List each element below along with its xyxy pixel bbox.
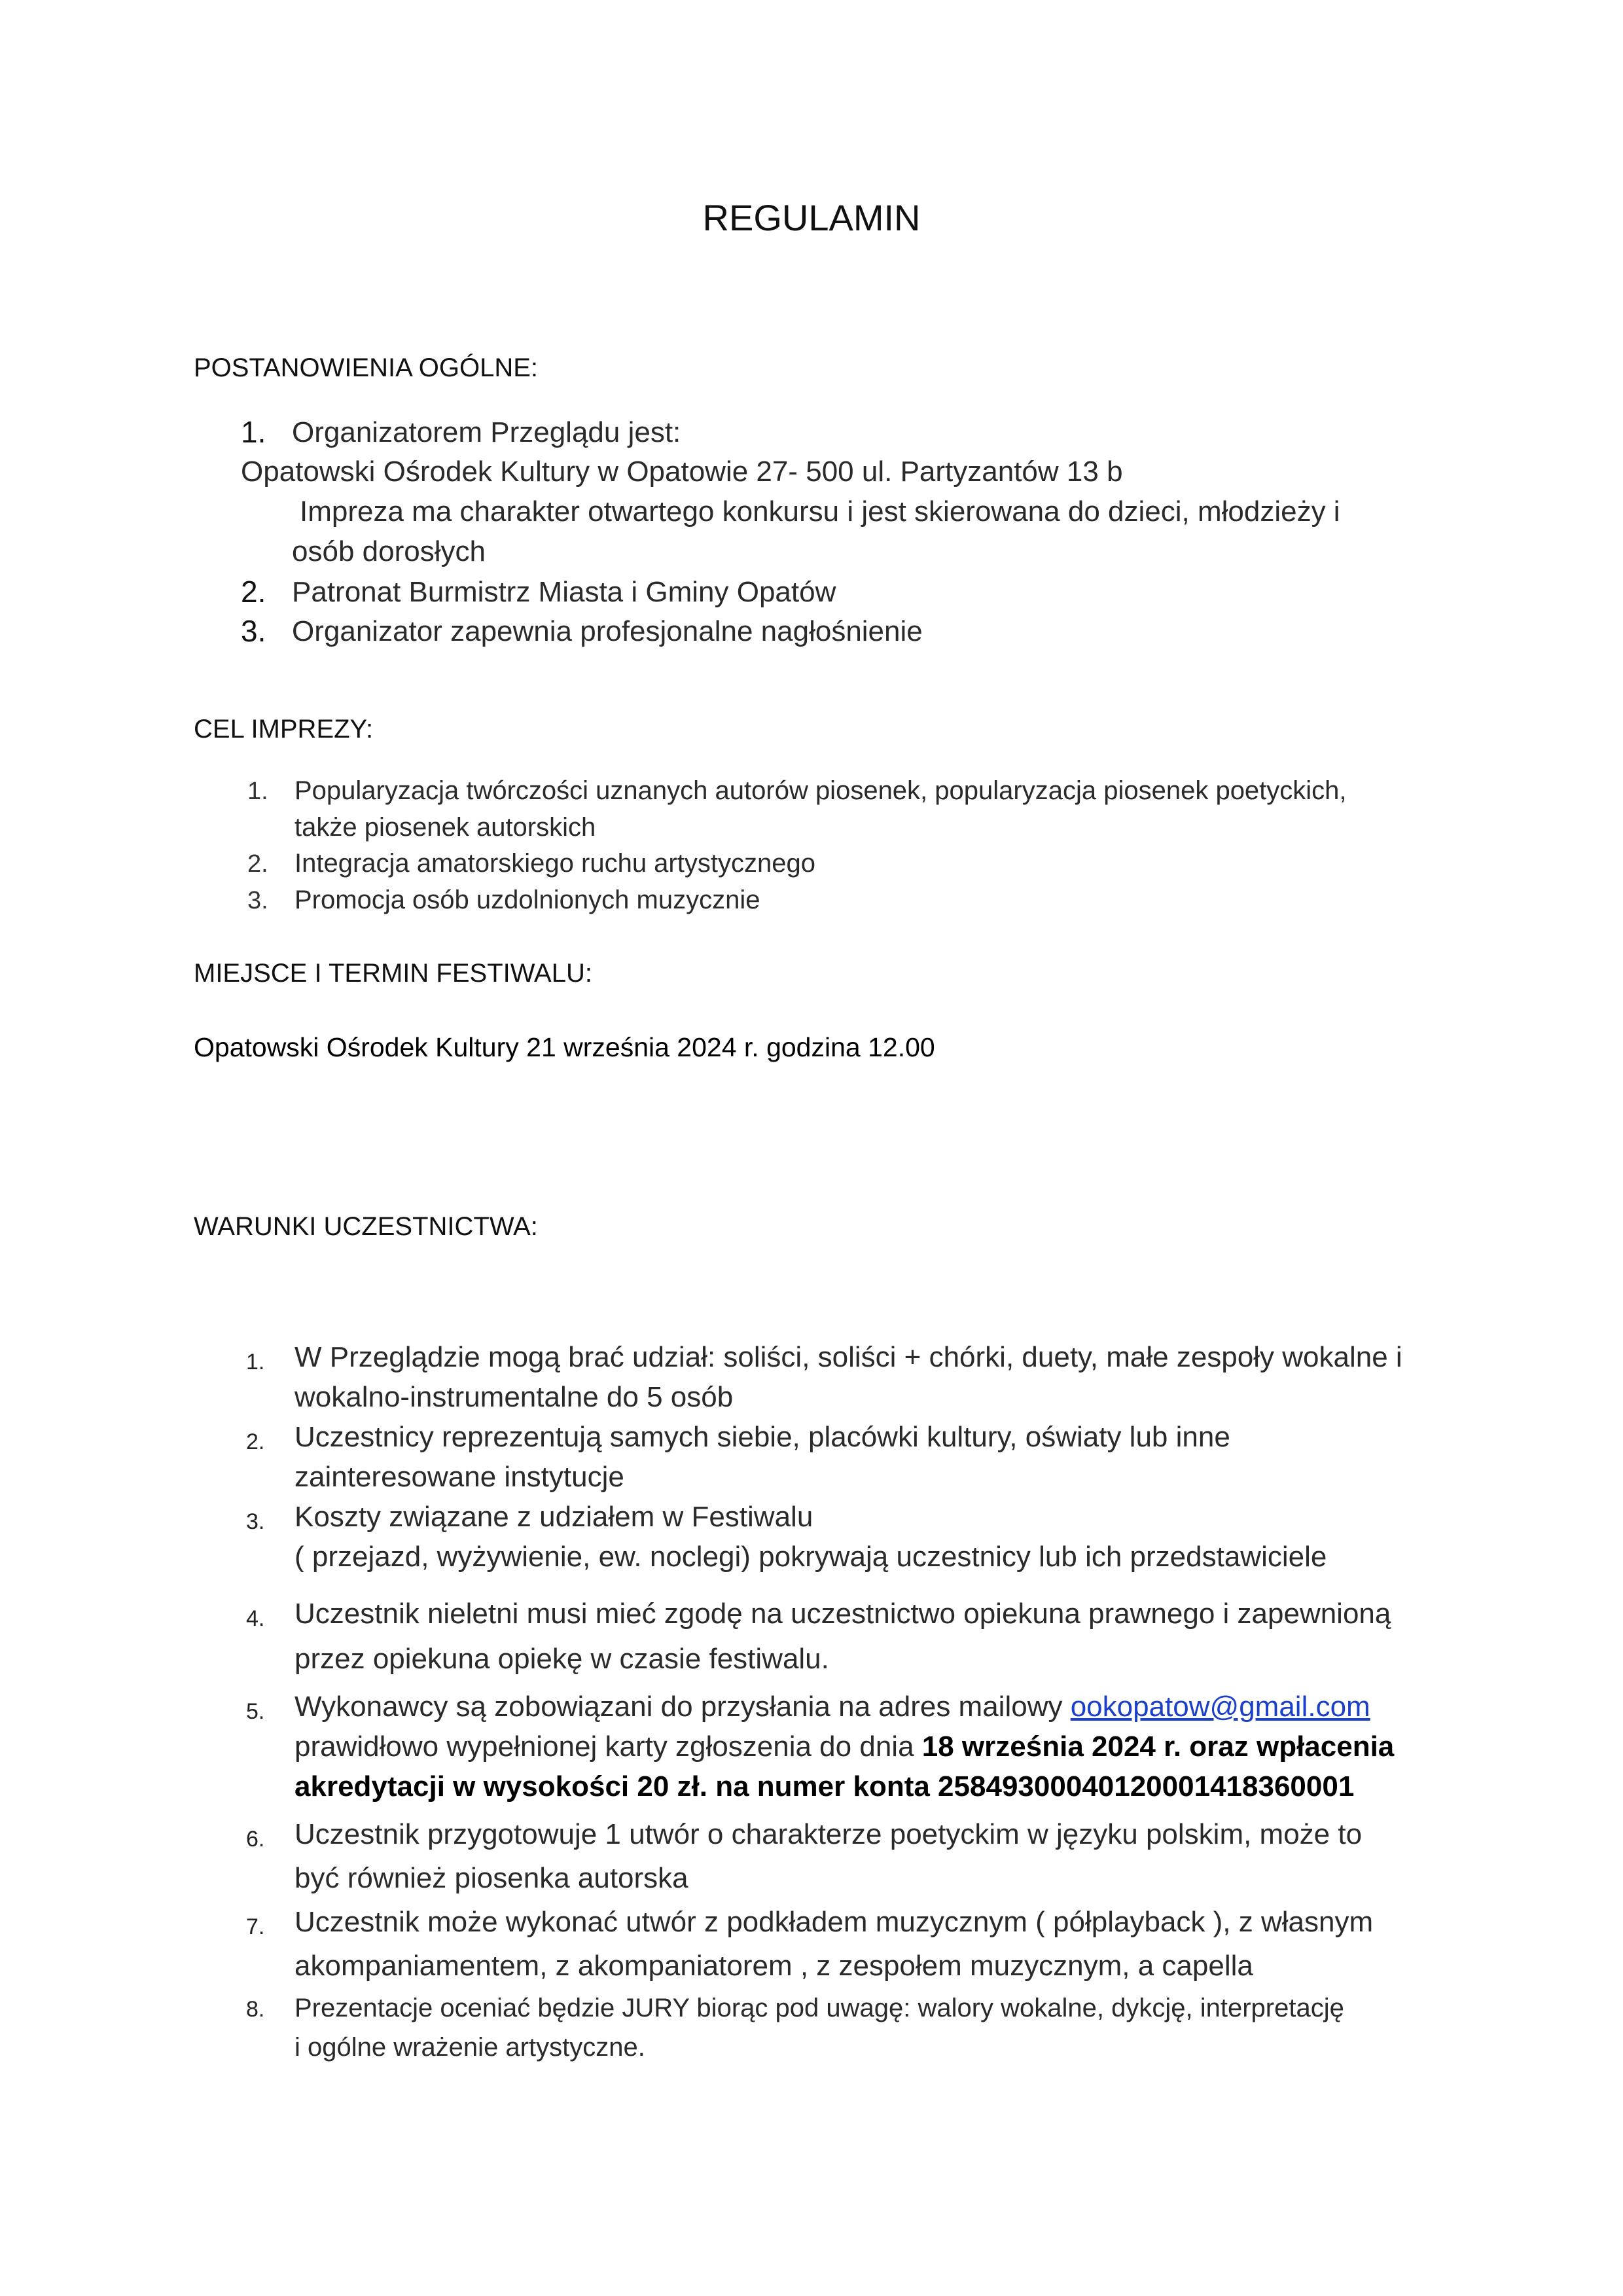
list-item-text: Uczestnik może wykonać utwór z podkładem muzycznym ( półplayback ), z własnym	[294, 1906, 1374, 1938]
organizer-address: Opatowski Ośrodek Kultury w Opatowie 27- 500 ul. Partyzantów 13 b	[241, 456, 1123, 488]
list-item-text: Prezentacje oceniać będzie JURY biorąc pod uwagę: walory wokalne, dykcję, interpretację	[294, 1994, 1344, 2022]
list-item-text	[294, 1691, 1370, 1723]
list-item-text-part: prawidłowo wypełnionej karty zgłoszenia do dnia	[294, 1731, 922, 1763]
section-heading-place: MIEJSCE I TERMIN FESTIWALU:	[194, 959, 592, 988]
list-number: 3.	[241, 614, 266, 648]
list-number: 2.	[246, 1429, 265, 1454]
list-number: 2.	[241, 575, 266, 609]
list-item-text: Organizator zapewnia profesjonalne nagłośnienie	[292, 615, 923, 647]
list-item-text: także piosenek autorskich	[294, 813, 596, 842]
list-item-text: akompaniamentem, z akompaniatorem , z zespołem muzycznym, a capella	[294, 1950, 1253, 1982]
list-item-text-part: Wykonawcy są zobowiązani do przysłania na adres mailowy	[294, 1691, 1071, 1723]
email-link[interactable]: ookopatow@gmail.com	[1070, 1691, 1370, 1723]
list-number: 1.	[247, 778, 268, 805]
list-item-text: Uczestnik przygotowuje 1 utwór o charakterze poetyckim w języku polskim, może to	[294, 1818, 1363, 1850]
list-item-text: Patronat Burmistrz Miasta i Gminy Opatów	[292, 576, 836, 608]
list-number: 6.	[246, 1827, 265, 1852]
list-item-text: Uczestnik nieletni musi mieć zgodę na uczestnictwo opiekuna prawnego i zapewnioną	[294, 1598, 1391, 1630]
list-item-text: Promocja osób uzdolnionych muzycznie	[294, 886, 760, 914]
list-item-text: Organizatorem Przeglądu jest:	[292, 416, 681, 448]
document-title: REGULAMIN	[702, 197, 921, 238]
list-item-text: Koszty związane z udziałem w Festiwalu	[294, 1501, 813, 1533]
list-number: 5.	[246, 1699, 265, 1724]
list-number: 8.	[246, 1997, 265, 2022]
list-number: 3.	[247, 887, 268, 914]
section-heading-general: POSTANOWIENIA OGÓLNE:	[194, 353, 539, 382]
list-item-text: Integracja amatorskiego ruchu artystycznego	[294, 849, 815, 878]
list-item-text: i ogólne wrażenie artystyczne.	[294, 2033, 645, 2062]
list-number: 1.	[246, 1350, 265, 1374]
list-number: 1.	[241, 415, 266, 449]
event-description-line: osób dorosłych	[292, 535, 486, 567]
list-item-text	[294, 1731, 1394, 1763]
list-number: 4.	[246, 1606, 265, 1631]
section-heading-goal: CEL IMPREZY:	[194, 715, 374, 744]
list-item-text: W Przeglądzie mogą brać udział: soliści, soliści + chórki, duety, małe zespoły wokalne i	[294, 1341, 1402, 1373]
list-item-text: być również piosenka autorska	[294, 1862, 688, 1894]
deadline-text: 18 września 2024 r. oraz wpłacenia	[921, 1731, 1395, 1763]
account-info-text: akredytacji w wysokości 20 zł. na numer konta 25849300040120001418360001	[294, 1770, 1355, 1803]
list-number: 2.	[247, 850, 268, 878]
list-item-text: przez opiekuna opiekę w czasie festiwalu.	[294, 1643, 829, 1675]
list-item-text: Uczestnicy reprezentują samych siebie, placówki kultury, oświaty lub inne	[294, 1421, 1230, 1453]
list-item-text: ( przejazd, wyżywienie, ew. noclegi) pokrywają uczestnicy lub ich przedstawiciele	[294, 1541, 1327, 1573]
event-description-line: Impreza ma charakter otwartego konkursu i jest skierowana do dzieci, młodzieży i	[300, 495, 1340, 528]
list-number: 3.	[246, 1509, 265, 1534]
event-place-date: Opatowski Ośrodek Kultury 21 września 2024 r. godzina 12.00	[194, 1032, 935, 1062]
list-item-text: wokalno-instrumentalne do 5 osób	[294, 1381, 734, 1413]
list-number: 7.	[246, 1914, 265, 1939]
section-heading-conditions: WARUNKI UCZESTNICTWA:	[194, 1212, 538, 1241]
list-item-text: zainteresowane instytucje	[294, 1461, 624, 1493]
list-item-text: Popularyzacja twórczości uznanych autorów piosenek, popularyzacja piosenek poetyckich,	[294, 776, 1347, 805]
